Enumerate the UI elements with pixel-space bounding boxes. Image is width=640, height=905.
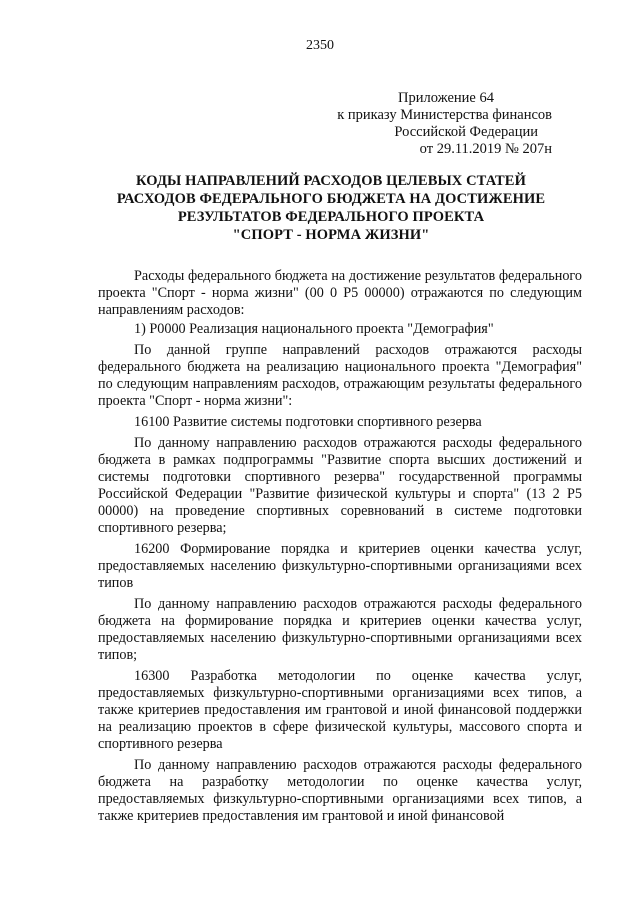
paragraph-16200-description: По данному направлению расходов отражаются расходы федерального бюджета на формирование порядка и критериев оценки качества услуг, предоставляемых населению физкультурно-спортивными организациями всех типов; xyxy=(98,596,582,663)
page-number: 2350 xyxy=(306,38,334,53)
appendix-line-3: Российской Федерации xyxy=(394,124,538,140)
document-body xyxy=(98,268,582,825)
paragraph-16100-description: По данному направлению расходов отражаются расходы федерального бюджета в рамках подпрограммы "Развитие спорта высших достижений и системы подготовки спортивного резерва" государственной программы Российской Федерации "Развитие физической культуры и спорта" (13 2 P5 00000) на проведение спортивных соревнований в системе подготовки спортивного резерва; xyxy=(98,435,582,536)
paragraph-heading-16200: 16200 Формирование порядка и критериев оценки качества услуг, предоставляемых населению физкультурно-спортивными организациями всех типов xyxy=(98,541,582,591)
title-line-1: КОДЫ НАПРАВЛЕНИЙ РАСХОДОВ ЦЕЛЕВЫХ СТАТЕЙ xyxy=(136,173,526,189)
appendix-line-4: от 29.11.2019 № 207н xyxy=(419,141,552,157)
paragraph-heading-p0000: 1) P0000 Реализация национального проекта "Демография" xyxy=(134,321,494,337)
paragraph-heading-16300: 16300 Разработка методологии по оценке качества услуг, предоставляемых физкультурно-спортивными организациями всех типов, а также критериев предоставления им грантовой и иной финансовой поддержки на реализацию проектов в сфере физической культуры, массового спорта и спортивного резерва xyxy=(98,668,582,752)
paragraph-intro: Расходы федерального бюджета на достижение результатов федерального проекта "Спорт - норма жизни" (00 0 P5 00000) отражаются по следующим направлениям расходов: xyxy=(98,268,582,318)
appendix-line-1: Приложение 64 xyxy=(398,90,494,106)
document-title xyxy=(96,172,566,244)
paragraph-heading-16100: 16100 Развитие системы подготовки спортивного резерва xyxy=(134,414,482,430)
title-line-3: РЕЗУЛЬТАТОВ ФЕДЕРАЛЬНОГО ПРОЕКТА xyxy=(177,209,485,225)
title-line-4: "СПОРТ - НОРМА ЖИЗНИ" xyxy=(232,227,430,243)
paragraph-p0000-description: По данной группе направлений расходов отражаются расходы федерального бюджета на реализацию национального проекта "Демография" по следующим направлениям расходов, отражающим результаты федерального проекта "Спорт - норма жизни": xyxy=(98,342,582,409)
paragraph-16300-description: По данному направлению расходов отражаются расходы федерального бюджета на разработку методологии по оценке качества услуг, предоставляемых физкультурно-спортивными организациями всех типов, а также критериев предоставления им грантовой и иной финансовой xyxy=(98,757,582,824)
appendix-line-2: к приказу Министерства финансов xyxy=(337,107,552,123)
title-line-2: РАСХОДОВ ФЕДЕРАЛЬНОГО БЮДЖЕТА НА ДОСТИЖЕНИЕ xyxy=(116,191,546,207)
appendix-header xyxy=(337,90,552,158)
